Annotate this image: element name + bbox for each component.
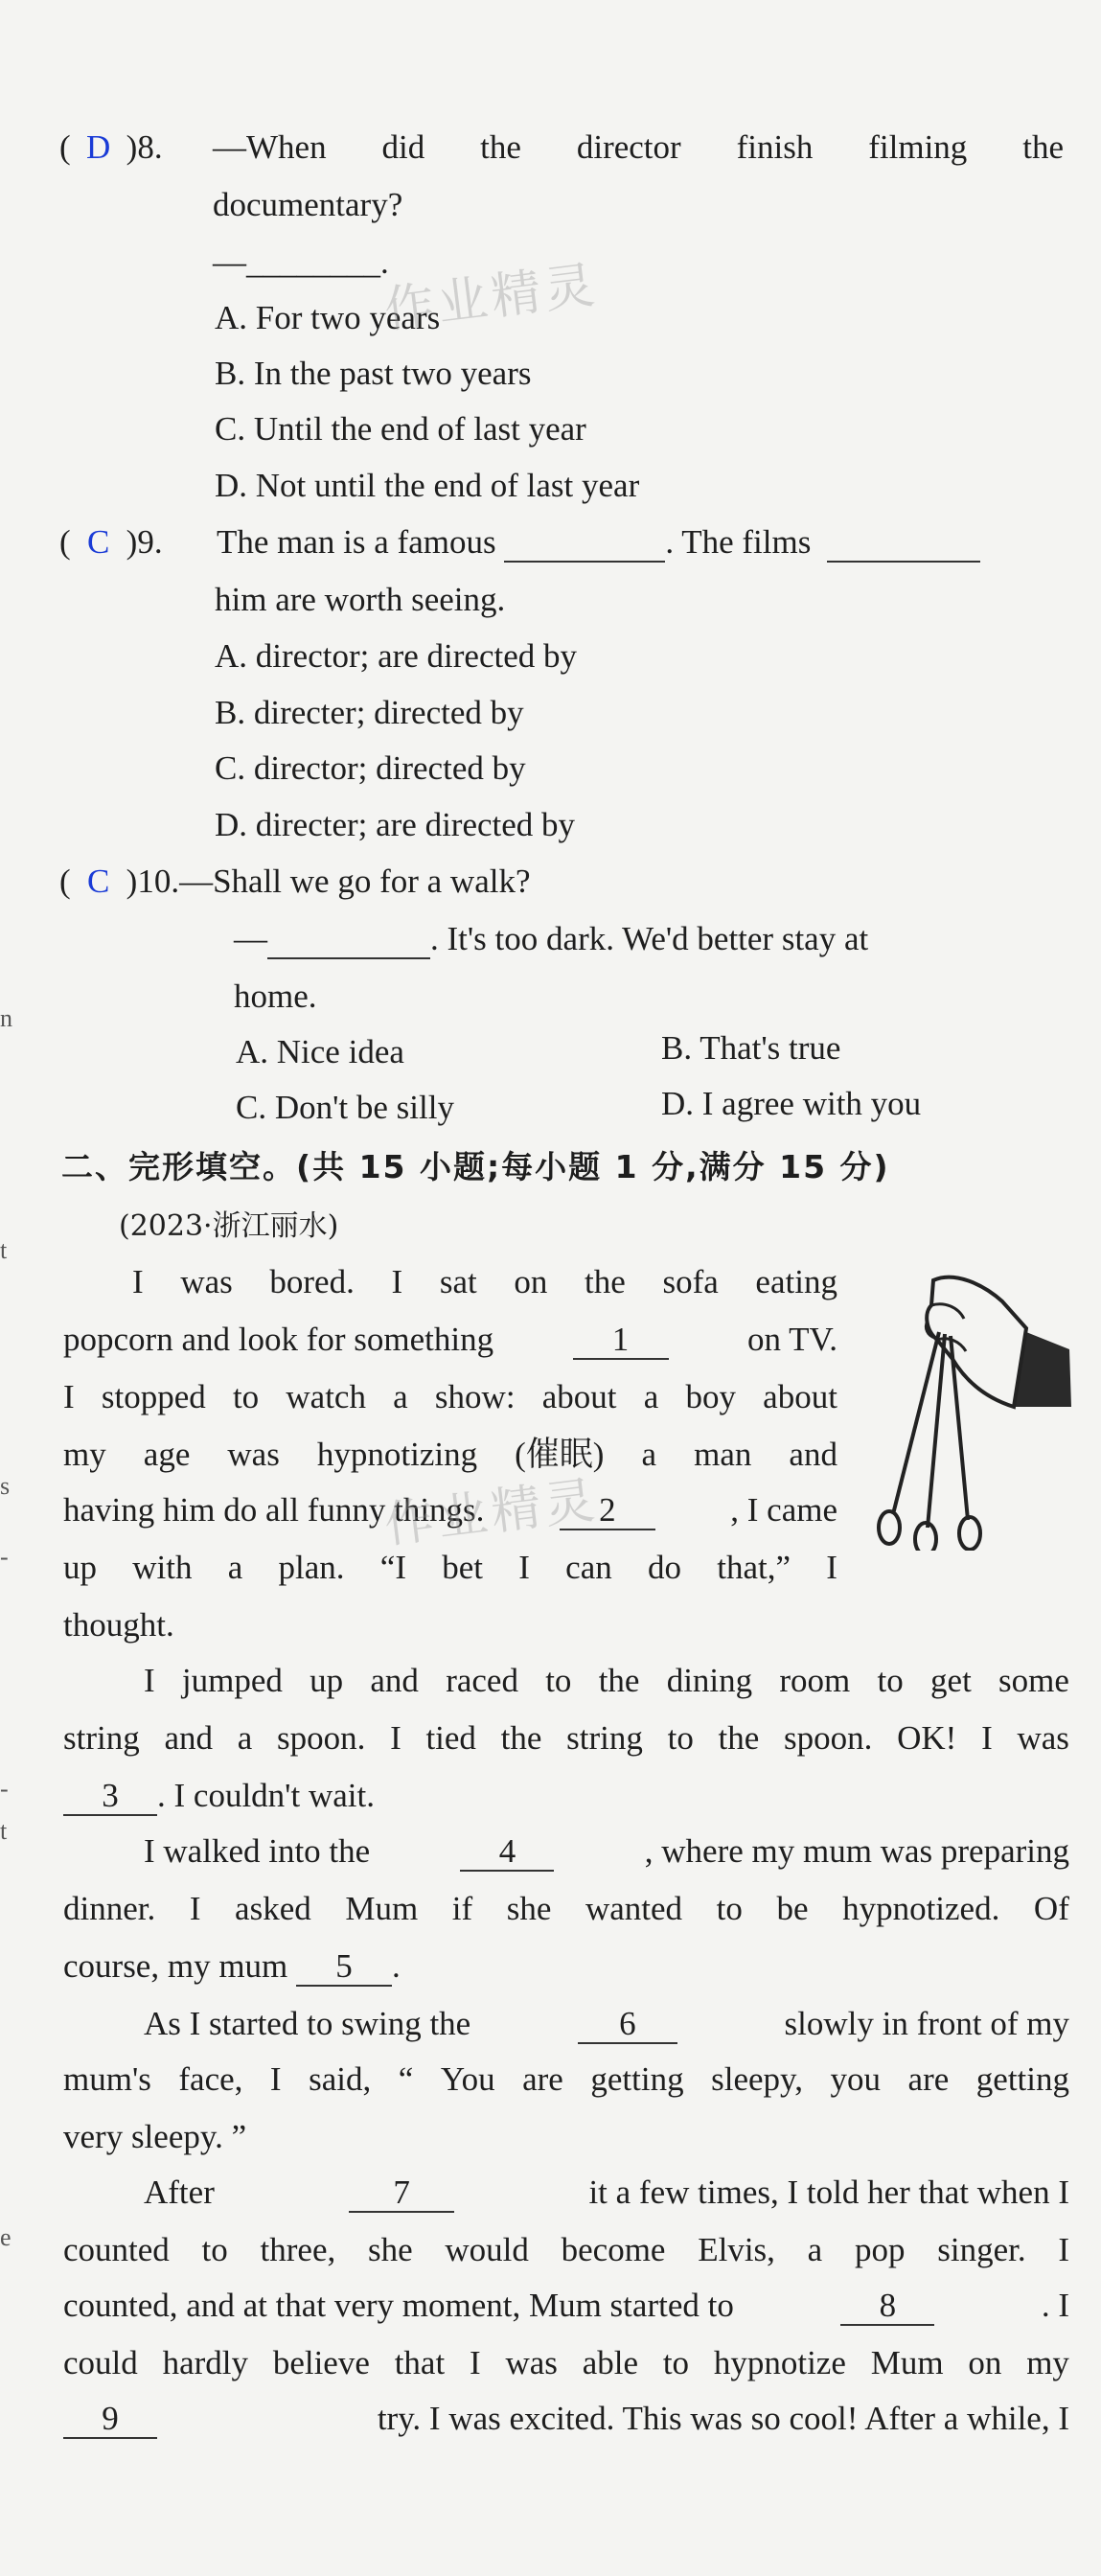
cloze-blank-3[interactable]: 3 [63,1779,157,1816]
watermark-text: 作业精灵 [380,1471,602,1555]
margin-mark: - [0,1543,9,1571]
cloze-blank-4[interactable]: 4 [460,1834,554,1872]
passage-line: could hardly believe that I was able to hypnotize Mum on my [63,2344,1069,2381]
answer-blank[interactable] [267,922,430,959]
answer-blank[interactable] [504,525,665,563]
option: C. Until the end of last year [215,410,586,448]
passage-line: I stopped to watch a show: about a boy about [63,1378,837,1415]
question-10-number-line: ( C )10.—Shall we go for a walk? [59,862,531,900]
cloze-blank-9[interactable]: 9 [63,2402,157,2439]
option: C. director; directed by [215,749,526,787]
question-stem-line: documentary? [213,186,403,223]
option: A. Nice idea [236,1033,404,1070]
answer-mark: D [86,128,111,166]
passage-line: counted to three, she would become Elvis, a pop singer. I [63,2231,1069,2268]
cloze-blank-5[interactable]: 5 [296,1949,392,1987]
cloze-blank-8[interactable]: 8 [840,2288,934,2326]
passage-line: mum's face, I said, “ You are getting sleepy, you are getting [63,2060,1069,2098]
option: A. For two years [215,299,441,336]
question-9-number-line: ( C )9. [59,523,163,561]
passage-line: I walked into the 4 , where my mum was preparing [144,1832,1069,1870]
passage-line: very sleepy. ” [63,2118,247,2155]
passage-line: As I started to swing the 6 slowly in front of my [144,2005,1069,2042]
cloze-blank-7[interactable]: 7 [349,2175,454,2213]
question-stem-line: him are worth seeing. [215,581,506,618]
question-stem: —Shall we go for a walk? [179,862,531,900]
option: C. Don't be silly [236,1089,454,1126]
option: D. Not until the end of last year [215,467,640,504]
section-title: 二、完形填空。(共 15 小题;每小题 1 分,满分 15 分) [61,1148,890,1185]
option: B. In the past two years [215,355,532,392]
option: D. directer; are directed by [215,806,576,843]
passage-line: course, my mum 5 . [63,1947,401,1985]
cloze-blank-2[interactable]: 2 [560,1493,655,1530]
option: B. directer; directed by [215,694,524,731]
question-stem-line: —When did the director finish filming the [213,128,1064,166]
passage-line: counted, and at that very moment, Mum started to 8 . I [63,2287,1069,2324]
reply-line: — . It's too dark. We'd better stay at [234,920,869,957]
question-number: 9. [137,523,163,561]
margin-mark: t [0,1236,8,1264]
cloze-blank-6[interactable]: 6 [578,2007,677,2044]
passage-line: string and a spoon. I tied the string to the spoon. OK! I was [63,1719,1069,1757]
passage-line: 3 . I couldn't wait. [63,1779,375,1816]
cloze-blank-1[interactable]: 1 [573,1322,669,1360]
passage-line: thought. [63,1606,174,1644]
answer-mark: C [86,862,110,900]
question-number: 8. [137,128,163,166]
option: A. director; are directed by [215,637,578,675]
margin-mark: s [0,1472,11,1500]
margin-mark: - [0,1775,9,1803]
margin-mark: e [0,2223,11,2251]
passage-line: dinner. I asked Mum if she wanted to be hypnotized. Of [63,1890,1069,1927]
watermark-text: 作业精灵 [380,256,602,340]
answer-blank[interactable] [827,525,980,563]
passage-line: 9 try. I was excited. This was so cool! After a while, I [63,2402,1069,2439]
passage-line: I jumped up and raced to the dining room to get some [144,1662,1069,1699]
reply-line: home. [234,978,317,1015]
reply-blank-line: —________. [213,243,389,281]
passage-line: having him do all funny things. 2 , I came [63,1491,837,1529]
question-8-number-line: ( D )8. [59,128,163,166]
option: D. I agree with you [661,1085,922,1122]
hypnosis-spoon-illustration [868,1263,1079,1555]
option: B. That's true [661,1029,841,1067]
passage-source: (2023·浙江丽水) [119,1209,339,1243]
margin-mark: t [0,1817,8,1845]
question-number: 10. [137,862,180,900]
margin-mark: n [0,1004,12,1032]
question-stem-line: The man is a famous . The films [217,525,980,563]
passage-line: popcorn and look for something 1 on TV. [63,1321,837,1358]
passage-line: up with a plan. “I bet I can do that,” I [63,1549,837,1586]
passage-line: After 7 it a few times, I told her that when I [144,2174,1069,2211]
answer-mark: C [86,523,110,561]
passage-line: my age was hypnotizing (催眠) a man and [63,1436,837,1473]
passage-line: I was bored. I sat on the sofa eating [132,1263,837,1300]
